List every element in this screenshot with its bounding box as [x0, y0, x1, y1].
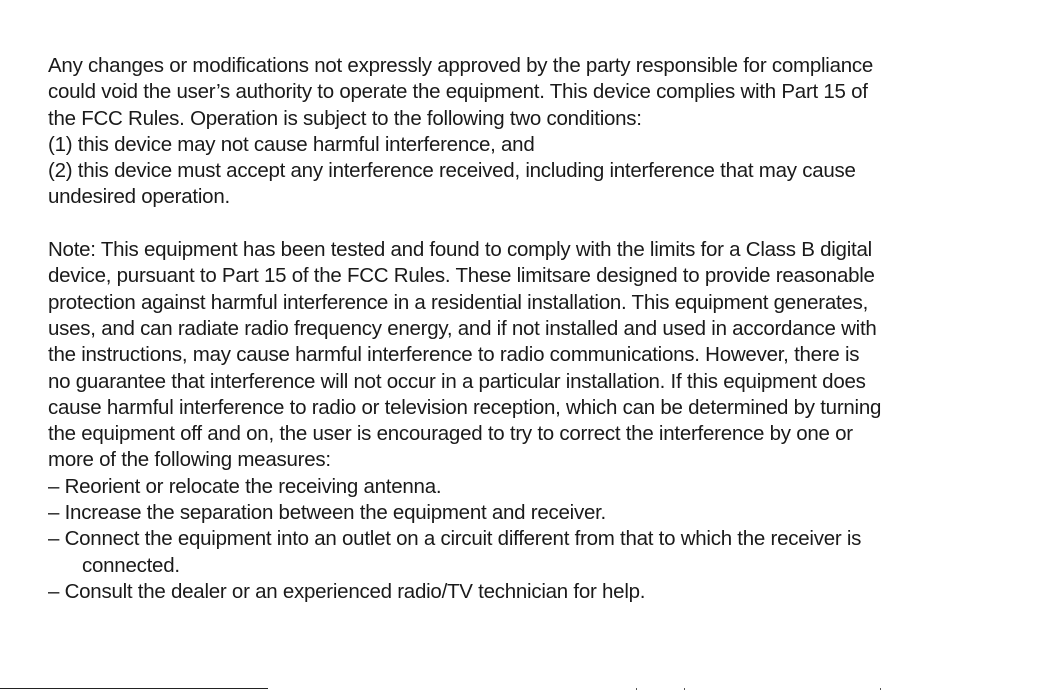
fcc-statement [48, 53, 1033, 605]
text-line: protection against harmful interference in a residential installation. This equipment generates, [48, 290, 869, 314]
text-line: more of the following measures: [48, 448, 331, 472]
text-line: the instructions, may cause harmful interference to radio communications. However, there is [48, 343, 860, 367]
text-line: the FCC Rules. Operation is subject to the following two conditions: [48, 106, 642, 130]
text-line: uses, and can radiate radio frequency energy, and if not installed and used in accordance with [48, 316, 877, 340]
text-line: cause harmful interference to radio or television reception, which can be determined by turning [48, 395, 882, 419]
paragraph-gap [48, 211, 1033, 237]
list-item: – Increase the separation between the equipment and receiver. [48, 501, 606, 525]
text-line: Note: This equipment has been tested and found to comply with the limits for a Class B digital [48, 238, 872, 262]
compliance-paragraph [48, 53, 1033, 211]
text-line: Any changes or modifications not expressly approved by the party responsible for compliance [48, 54, 874, 77]
measures-list [48, 474, 1033, 605]
text-line: the equipment off and on, the user is encouraged to try to correct the interference by one or [48, 422, 853, 446]
text-line: could void the user’s authority to operate the equipment. This device complies with Part 15 of [48, 80, 868, 104]
text-line: undesired operation. [48, 185, 230, 209]
condition-1: (1) this device may not cause harmful interference, and [48, 132, 535, 156]
list-item-continuation: connected. [82, 553, 180, 577]
condition-2: (2) this device must accept any interference received, including interference that may cause [48, 159, 856, 183]
list-item: – Consult the dealer or an experienced radio/TV technician for help. [48, 579, 646, 603]
list-item: – Reorient or relocate the receiving antenna. [48, 474, 442, 498]
text-line: no guarantee that interference will not occur in a particular installation. If this equipment does [48, 369, 866, 393]
footer-rule [0, 688, 268, 689]
note-paragraph [48, 237, 1033, 474]
text-line: device, pursuant to Part 15 of the FCC Rules. These limitsare designed to provide reasonable [48, 264, 875, 288]
list-item: – Connect the equipment into an outlet on a circuit different from that to which the receiver is [48, 527, 862, 551]
